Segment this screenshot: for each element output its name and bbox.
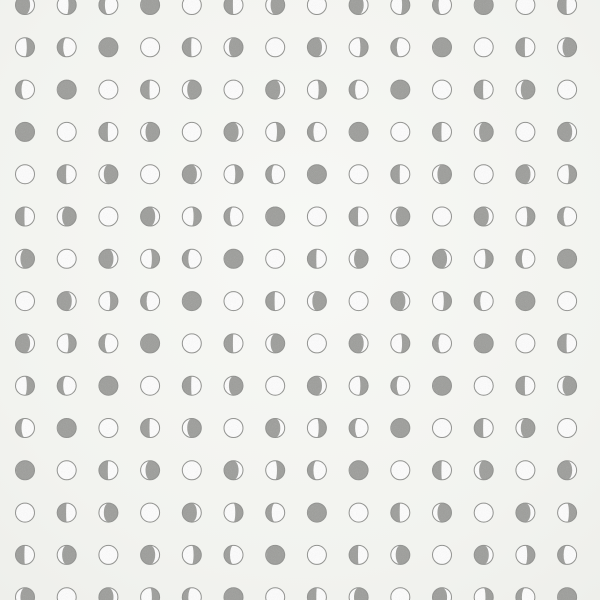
moon-phase-icon	[141, 461, 160, 480]
moon-phase-icon	[474, 419, 493, 438]
moon-phase-icon	[57, 419, 76, 438]
moon-phase-icon	[307, 503, 326, 522]
moon-phase-icon	[57, 334, 76, 353]
moon-phase-icon	[391, 207, 410, 226]
moon-phase-icon	[349, 38, 368, 57]
moon-phase-icon	[558, 545, 577, 564]
moon-phase-icon	[307, 376, 326, 395]
moon-phase-icon	[57, 461, 76, 480]
moon-phase-icon	[307, 419, 326, 438]
moon-phase-icon	[349, 334, 368, 353]
moon-phase-icon	[307, 545, 326, 564]
moon-phase-icon	[474, 80, 493, 99]
moon-phase-icon	[391, 588, 410, 600]
moon-phase-icon	[558, 376, 577, 395]
moon-phase-icon	[433, 503, 452, 522]
moon-phase-icon	[266, 80, 285, 99]
moon-phase-icon	[57, 122, 76, 141]
moon-phase-icon	[266, 334, 285, 353]
moon-phase-icon	[16, 588, 35, 600]
moon-phase-icon	[349, 249, 368, 268]
moon-phase-icon	[224, 292, 243, 311]
moon-phase-icon	[57, 545, 76, 564]
moon-phase-icon	[141, 419, 160, 438]
moon-phase-icon	[16, 461, 35, 480]
moon-phase-icon	[558, 292, 577, 311]
moon-phase-icon	[224, 588, 243, 600]
moon-phase-icon	[516, 249, 535, 268]
moon-phase-icon	[182, 503, 201, 522]
moon-phase-icon	[16, 545, 35, 564]
moon-phase-icon	[182, 334, 201, 353]
moon-phase-icon	[141, 165, 160, 184]
moon-phase-icon	[57, 376, 76, 395]
moon-phase-icon	[349, 419, 368, 438]
moon-phase-icon	[141, 376, 160, 395]
moon-phase-icon	[433, 461, 452, 480]
moon-phase-icon	[224, 80, 243, 99]
moon-phase-icon	[558, 38, 577, 57]
moon-phase-icon	[307, 292, 326, 311]
moon-phase-icon	[307, 165, 326, 184]
moon-phase-icon	[16, 503, 35, 522]
moon-phase-icon	[558, 122, 577, 141]
moon-phase-icon	[99, 122, 118, 141]
moon-phase-icon	[99, 503, 118, 522]
moon-phase-icon	[141, 588, 160, 600]
moon-phase-icon	[516, 588, 535, 600]
moon-phase-icon	[224, 207, 243, 226]
moon-phase-icon	[433, 165, 452, 184]
moon-phase-icon	[182, 461, 201, 480]
moon-phase-icon	[516, 165, 535, 184]
moon-phase-icon	[99, 461, 118, 480]
moon-phase-icon	[391, 122, 410, 141]
moon-phase-icon	[433, 545, 452, 564]
moon-phase-icon	[266, 0, 285, 15]
moon-phase-icon	[266, 545, 285, 564]
moon-phase-icon	[57, 80, 76, 99]
moon-phase-icon	[307, 0, 326, 15]
moon-phase-icon	[57, 38, 76, 57]
moon-phase-icon	[391, 80, 410, 99]
moon-phase-icon	[349, 545, 368, 564]
moon-phase-icon	[349, 588, 368, 600]
moon-phase-icon	[182, 292, 201, 311]
moon-phase-icon	[391, 461, 410, 480]
moon-phase-icon	[99, 165, 118, 184]
moon-phase-icon	[224, 38, 243, 57]
moon-phase-icon	[141, 292, 160, 311]
moon-phase-icon	[224, 122, 243, 141]
moon-phase-icon	[433, 376, 452, 395]
moon-phase-icon	[182, 545, 201, 564]
moon-phase-icon	[16, 334, 35, 353]
moon-phase-icon	[558, 207, 577, 226]
moon-phase-icon	[474, 461, 493, 480]
moon-phase-icon	[99, 334, 118, 353]
moon-phase-icon	[224, 503, 243, 522]
moon-phase-icon	[266, 503, 285, 522]
moon-phase-icon	[16, 207, 35, 226]
moon-phase-icon	[16, 0, 35, 15]
moon-phase-icon	[516, 38, 535, 57]
moon-phase-icon	[516, 334, 535, 353]
moon-phase-icon	[57, 588, 76, 600]
moon-phase-icon	[307, 207, 326, 226]
moon-phase-icon	[266, 292, 285, 311]
moon-phase-icon	[16, 165, 35, 184]
moon-phase-icon	[474, 334, 493, 353]
moon-phase-icon	[474, 165, 493, 184]
moon-phase-icon	[16, 292, 35, 311]
moon-phase-icon	[141, 0, 160, 15]
moon-phase-icon	[433, 80, 452, 99]
moon-phase-icon	[558, 165, 577, 184]
moon-phase-icon	[307, 38, 326, 57]
moon-phase-icon	[16, 249, 35, 268]
moon-phase-icon	[99, 376, 118, 395]
moon-phase-icon	[391, 334, 410, 353]
moon-phase-icon	[307, 80, 326, 99]
moon-phase-icon	[99, 38, 118, 57]
moon-phase-icon	[99, 292, 118, 311]
moon-phase-icon	[474, 207, 493, 226]
moon-phase-icon	[474, 292, 493, 311]
moon-phase-icon	[224, 461, 243, 480]
moon-phase-icon	[307, 461, 326, 480]
moon-phase-icon	[433, 419, 452, 438]
moon-phase-icon	[99, 80, 118, 99]
moon-phase-icon	[224, 0, 243, 15]
moon-phase-icon	[516, 207, 535, 226]
moon-phase-icon	[57, 292, 76, 311]
moon-phase-icon	[266, 249, 285, 268]
moon-phase-icon	[141, 38, 160, 57]
moon-phase-icon	[391, 545, 410, 564]
moon-phase-icon	[224, 334, 243, 353]
moon-phase-icon	[182, 122, 201, 141]
moon-phase-icon	[182, 207, 201, 226]
moon-phase-icon	[474, 0, 493, 15]
moon-phase-icon	[474, 545, 493, 564]
moon-phase-icon	[391, 292, 410, 311]
moon-phase-icon	[433, 292, 452, 311]
moon-phase-icon	[141, 545, 160, 564]
moon-phase-icon	[558, 334, 577, 353]
moon-phase-icon	[558, 0, 577, 15]
moon-phase-icon	[516, 0, 535, 15]
moon-phase-icon	[57, 165, 76, 184]
moon-phase-icon	[433, 0, 452, 15]
moon-phase-icon	[349, 461, 368, 480]
moon-phase-icon	[182, 38, 201, 57]
moon-phase-icon	[182, 249, 201, 268]
moon-phase-icon	[182, 0, 201, 15]
moon-phase-icon	[391, 249, 410, 268]
moon-phase-icon	[224, 165, 243, 184]
moon-phase-icon	[141, 334, 160, 353]
moon-phase-icon	[57, 0, 76, 15]
moon-phase-icon	[558, 503, 577, 522]
moon-phase-icon	[16, 80, 35, 99]
moon-phase-icon	[558, 461, 577, 480]
moon-phase-icon	[182, 376, 201, 395]
moon-phase-icon	[141, 207, 160, 226]
moon-phase-icon	[266, 122, 285, 141]
moon-phase-icon	[307, 122, 326, 141]
moon-phase-icon	[516, 503, 535, 522]
moon-phase-icon	[99, 0, 118, 15]
moon-phase-icon	[516, 419, 535, 438]
moon-phase-icon	[57, 503, 76, 522]
moon-phase-icon	[266, 165, 285, 184]
moon-phase-icon	[516, 376, 535, 395]
moon-phase-icon	[349, 207, 368, 226]
moon-phase-icon	[99, 588, 118, 600]
moon-phase-icon	[349, 80, 368, 99]
moon-phase-icon	[266, 461, 285, 480]
moon-phase-icon	[349, 503, 368, 522]
moon-phase-icon	[349, 376, 368, 395]
moon-phase-icon	[558, 419, 577, 438]
moon-phase-icon	[433, 588, 452, 600]
moon-phase-icon	[349, 165, 368, 184]
moon-phase-icon	[182, 80, 201, 99]
moon-phase-icon	[307, 249, 326, 268]
moon-phase-icon	[16, 38, 35, 57]
moon-phase-icon	[141, 249, 160, 268]
moon-phase-icon	[474, 503, 493, 522]
moon-phase-icon	[266, 588, 285, 600]
moon-phase-icon	[433, 38, 452, 57]
moon-phase-icon	[57, 249, 76, 268]
moon-phase-icon	[182, 165, 201, 184]
moon-phase-icon	[182, 588, 201, 600]
moon-phase-icon	[57, 207, 76, 226]
moon-phase-icon	[558, 249, 577, 268]
moon-phase-icon	[433, 249, 452, 268]
moon-phase-icon	[474, 38, 493, 57]
moon-phase-icon	[558, 588, 577, 600]
moon-phase-icon	[224, 249, 243, 268]
moon-phase-icon	[516, 122, 535, 141]
moon-phase-icon	[99, 249, 118, 268]
moon-phase-icon	[99, 419, 118, 438]
moon-phase-icon	[391, 165, 410, 184]
moon-phase-icon	[391, 503, 410, 522]
moon-phase-icon	[16, 419, 35, 438]
moon-phase-icon	[474, 376, 493, 395]
moon-phase-icon	[391, 376, 410, 395]
moon-phase-icon	[16, 122, 35, 141]
moon-phase-icon	[391, 38, 410, 57]
moon-phase-icon	[224, 545, 243, 564]
moon-phase-icon	[558, 80, 577, 99]
moon-phase-icon	[182, 419, 201, 438]
moon-phase-icon	[16, 376, 35, 395]
moon-phase-icon	[516, 292, 535, 311]
moon-phase-icon	[99, 545, 118, 564]
moon-phase-icon	[224, 376, 243, 395]
moon-phase-icon	[266, 38, 285, 57]
moon-phase-icon	[349, 292, 368, 311]
moon-phase-icon	[266, 207, 285, 226]
moon-phase-icon	[266, 376, 285, 395]
moon-phase-icon	[516, 461, 535, 480]
moon-phase-icon	[141, 80, 160, 99]
moon-phase-icon	[433, 207, 452, 226]
moon-phase-icon	[433, 334, 452, 353]
moon-phase-icon	[141, 503, 160, 522]
moon-phase-icon	[141, 122, 160, 141]
moon-phase-icon	[474, 588, 493, 600]
moon-phase-icon	[307, 588, 326, 600]
moon-phase-icon	[99, 207, 118, 226]
moon-phase-icon	[391, 419, 410, 438]
moon-phase-icon	[307, 334, 326, 353]
moon-phase-icon	[266, 419, 285, 438]
moon-phase-icon	[224, 419, 243, 438]
moon-phase-icon	[516, 80, 535, 99]
moon-phase-icon	[516, 545, 535, 564]
moon-phase-icon	[349, 122, 368, 141]
moon-phase-icon	[474, 249, 493, 268]
moon-phase-icon	[349, 0, 368, 15]
moon-phase-icon	[474, 122, 493, 141]
moon-phase-icon	[391, 0, 410, 15]
moon-phase-icon	[433, 122, 452, 141]
